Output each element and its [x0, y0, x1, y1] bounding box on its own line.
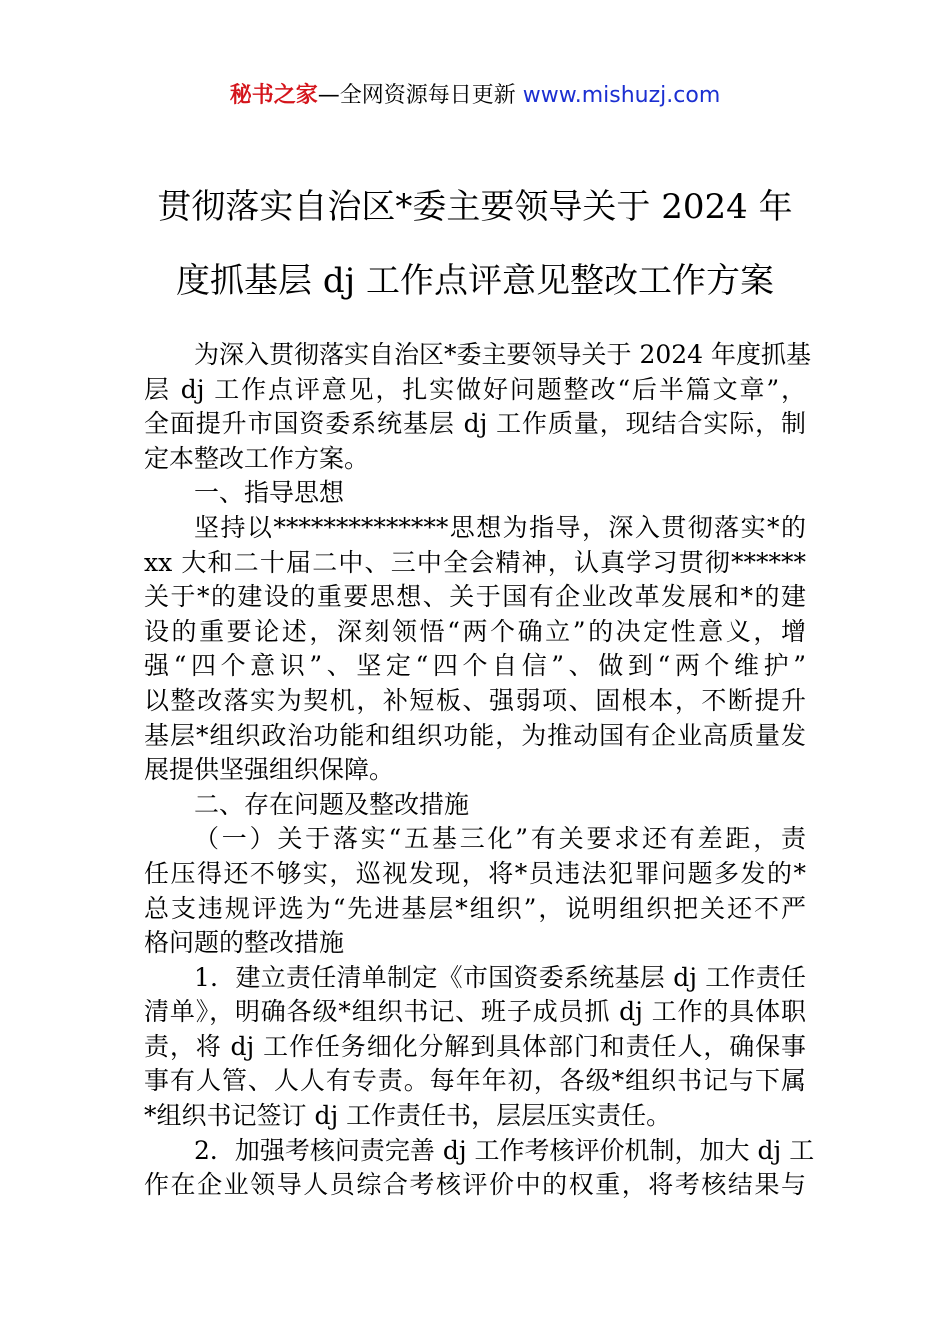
paragraph-line: xx 大和二十届二中、三中全会精神，认真学习贯彻******	[144, 547, 806, 577]
site-brand: 秘书之家	[229, 83, 318, 108]
paragraph-line: 格问题的整改措施	[144, 928, 345, 958]
title-line: 度抓基层 dj 工作点评意见整改工作方案	[176, 261, 774, 301]
paragraph-line: 层 dj 工作点评意见，扎实做好问题整改“后半篇文章”，	[144, 374, 806, 404]
site-url-link[interactable]: www.mishuzj.com	[522, 83, 721, 108]
paragraph-line: 1．建立责任清单制定《市国资委系统基层 dj 工作责任	[194, 962, 806, 992]
paragraph-line: 坚持以**************思想为指导，深入贯彻落实*的	[194, 512, 806, 542]
document-title	[100, 170, 850, 318]
paragraph-line: 基层*组织政治功能和组织功能，为推动国有企业高质量发	[144, 720, 806, 750]
paragraph-line: （一）关于落实“五基三化”有关要求还有差距，责	[194, 824, 806, 854]
site-header	[0, 80, 950, 112]
document-body	[144, 338, 815, 1203]
paragraph-line: 强“四个意识”、坚定“四个自信”、做到“两个维护”	[144, 651, 806, 681]
paragraph-line: 设的重要论述，深刻领悟“两个确立”的决定性意义，增	[144, 616, 806, 646]
paragraph-line: 事有人管、人人有专责。每年年初，各级*组织书记与下属	[144, 1066, 806, 1096]
site-tagline: —全网资源每日更新	[317, 83, 523, 108]
paragraph-line: 全面提升市国资委系统基层 dj 工作质量，现结合实际，制	[144, 409, 806, 439]
paragraph-line: 任压得还不够实，巡视发现，将*员违法犯罪问题多发的*	[144, 858, 806, 888]
paragraph-line: 清单》，明确各级*组织书记、班子成员抓 dj 工作的具体职	[144, 997, 806, 1027]
title-line: 贯彻落实自治区*委主要领导关于 2024 年	[157, 187, 793, 227]
section-heading: 一、指导思想	[194, 478, 345, 508]
paragraph-line: 定本整改工作方案。	[144, 443, 370, 473]
paragraph-line: 展提供坚强组织保障。	[144, 755, 395, 785]
paragraph-line: 责，将 dj 工作任务细化分解到具体部门和责任人，确保事	[144, 1031, 806, 1061]
paragraph-line: 作在企业领导人员综合考核评价中的权重，将考核结果与	[144, 1170, 806, 1200]
paragraph-line: 2．加强考核问责完善 dj 工作考核评价机制，加大 dj 工	[194, 1135, 815, 1165]
paragraph-line: 为深入贯彻落实自治区*委主要领导关于 2024 年度抓基	[194, 340, 812, 369]
paragraph-line: 以整改落实为契机，补短板、强弱项、固根本，不断提升	[144, 685, 806, 715]
paragraph-line: *组织书记签订 dj 工作责任书，层层压实责任。	[144, 1101, 672, 1131]
section-heading: 二、存在问题及整改措施	[194, 789, 470, 819]
paragraph-line: 总支违规评选为“先进基层*组织”，说明组织把关还不严	[144, 893, 806, 923]
paragraph-line: 关于*的建设的重要思想、关于国有企业改革发展和*的建	[144, 582, 806, 612]
